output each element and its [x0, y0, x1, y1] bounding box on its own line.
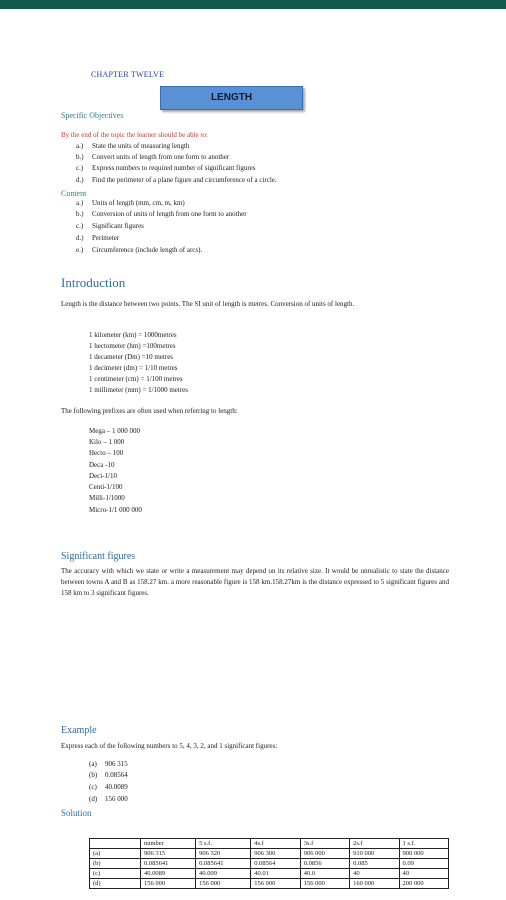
example-letter: (c) — [89, 783, 97, 791]
content-text: Perimeter — [92, 234, 120, 242]
objective-item — [76, 142, 189, 150]
example-item — [89, 760, 128, 768]
objective-item — [76, 153, 229, 161]
content-letter: b.) — [76, 210, 84, 218]
table-header-cell: 5 s.f. — [196, 839, 251, 849]
table-cell: (d) — [90, 879, 141, 889]
conversion-line: 1 decameter (Dm) =10 metres — [89, 353, 174, 361]
prefix-line: Milli-1/1000 — [89, 494, 125, 502]
conversion-line: 1 hectometer (hm) =100metres — [89, 342, 176, 350]
table-cell: 0.0856 — [300, 859, 349, 869]
table-cell: 0.085 — [350, 859, 399, 869]
objective-letter: c.) — [76, 164, 84, 172]
example-item — [89, 771, 128, 779]
content-heading: Content — [61, 189, 87, 198]
solution-heading: Solution — [61, 808, 92, 818]
content-letter: d.) — [76, 234, 84, 242]
table-cell: 900 000 — [399, 849, 448, 859]
significant-figures-table — [89, 838, 449, 889]
table-header-row — [90, 839, 449, 849]
table-cell: 156 000 — [141, 879, 196, 889]
objective-letter: b.) — [76, 153, 84, 161]
objective-item — [76, 176, 277, 184]
example-letter: (b) — [89, 771, 98, 779]
table-cell: (a) — [90, 849, 141, 859]
table-cell: 40 — [399, 869, 448, 879]
content-item — [76, 246, 202, 254]
table-header-cell: 1 s.f. — [399, 839, 448, 849]
table-cell: 0.09 — [399, 859, 448, 869]
example-number: 0.08564 — [105, 771, 128, 779]
table-header-cell: 3s.f — [300, 839, 349, 849]
objective-letter: a.) — [76, 142, 84, 150]
prefix-line: Mega – 1 000 000 — [89, 427, 140, 435]
table-cell: 906 000 — [300, 849, 349, 859]
content-letter: a.) — [76, 199, 84, 207]
significant-figures-paragraph: The accuracy with which we state or write a measurement may depend on its relative size. It would be unrealistic to state the distance between towns A and B as 158.27 km. a more reasonable figure is 158 km.158.27km is the distance expressed to 5 significant figures and 158 km to 3 significant figures. — [61, 567, 449, 597]
example-item — [89, 783, 128, 791]
table-cell: 40.009 — [196, 869, 251, 879]
prefix-line: Hecto – 100 — [89, 449, 124, 457]
example-question: Express each of the following numbers to 5, 4, 3, 2, and 1 significant figures: — [61, 742, 278, 750]
conversion-line: 1 centimeter (cm) = 1/100 metres — [89, 375, 183, 383]
table-header-cell: 2s.f — [350, 839, 399, 849]
prefix-intro: The following prefixes are often used when referring to length: — [61, 407, 238, 415]
table-cell: 156 000 — [300, 879, 349, 889]
table-cell: (b) — [90, 859, 141, 869]
objectives-intro: By the end of the topic the learner should be able to: — [61, 131, 208, 139]
table-row — [90, 869, 449, 879]
objective-letter: d.) — [76, 176, 84, 184]
prefix-line: Deci-1/10 — [89, 472, 117, 480]
content-item — [76, 234, 119, 242]
table-row — [90, 879, 449, 889]
table-cell: 906 320 — [196, 849, 251, 859]
prefix-line: Centi-1/100 — [89, 483, 123, 491]
prefix-line: Micro-1/1 000 000 — [89, 506, 142, 514]
example-letter: (a) — [89, 760, 97, 768]
topic-title-box: LENGTH — [160, 86, 303, 110]
example-number: 156 000 — [105, 795, 128, 803]
example-number: 40.0089 — [105, 783, 128, 791]
content-text: Units of length (mm, cm, m, km) — [92, 199, 185, 207]
table-cell: 200 000 — [399, 879, 448, 889]
content-text: Significant figures — [92, 222, 144, 230]
specific-objectives-heading: Specific Objectives — [61, 111, 124, 120]
conversion-line: 1 decimeter (dm) = 1/10 metres — [89, 364, 178, 372]
content-letter: c.) — [76, 222, 84, 230]
table-cell: 40 — [350, 869, 399, 879]
table-header-cell — [90, 839, 141, 849]
table-header-cell: 4s.f — [251, 839, 300, 849]
top-color-bar — [0, 0, 506, 9]
table-cell: 906 300 — [251, 849, 300, 859]
introduction-paragraph: Length is the distance between two points. The SI unit of length is metres. Conversion of units of length. — [61, 300, 355, 308]
chapter-label: CHAPTER TWELVE — [91, 70, 165, 79]
example-heading: Example — [61, 725, 97, 736]
objective-text: Find the perimeter of a plane figure and circumference of a circle. — [92, 176, 277, 184]
objective-text: State the units of measuring length — [92, 142, 190, 150]
example-item — [89, 795, 128, 803]
table-header-cell: number — [141, 839, 196, 849]
prefix-line: Deca -10 — [89, 461, 115, 469]
content-text: Conversion of units of length from one form to another — [92, 210, 247, 218]
table-cell: 906 315 — [141, 849, 196, 859]
prefix-line: Kilo – 1 000 — [89, 438, 125, 446]
table-row — [90, 849, 449, 859]
content-text: Circumference (include length of arcs). — [92, 246, 203, 254]
objective-text: Express numbers to required number of significant figures — [92, 164, 256, 172]
introduction-heading: Introduction — [61, 275, 126, 290]
content-item — [76, 210, 247, 218]
table-cell: 40.0089 — [141, 869, 196, 879]
table-cell: 40.0 — [300, 869, 349, 879]
table-cell: 160 000 — [350, 879, 399, 889]
table-cell: 40.01 — [251, 869, 300, 879]
table-cell: 0.08564 — [251, 859, 300, 869]
example-letter: (d) — [89, 795, 98, 803]
content-letter: e.) — [76, 246, 84, 254]
conversion-line: 1 millimeter (mm) = 1/1000 metres — [89, 386, 189, 394]
example-number: 906 315 — [105, 760, 128, 768]
table-row — [90, 859, 449, 869]
table-cell: 0.085641 — [196, 859, 251, 869]
table-cell: (c) — [90, 869, 141, 879]
table-cell: 156 000 — [196, 879, 251, 889]
table-cell: 910 000 — [350, 849, 399, 859]
table-cell: 156 000 — [251, 879, 300, 889]
significant-figures-heading: Significant figures — [61, 551, 136, 562]
objective-item — [76, 164, 256, 172]
content-item — [76, 222, 144, 230]
conversion-line: 1 kilometer (km) = 1000metres — [89, 331, 177, 339]
table-cell: 0.085641 — [141, 859, 196, 869]
objective-text: Convert units of length from one form to another — [92, 153, 230, 161]
content-item — [76, 199, 185, 207]
